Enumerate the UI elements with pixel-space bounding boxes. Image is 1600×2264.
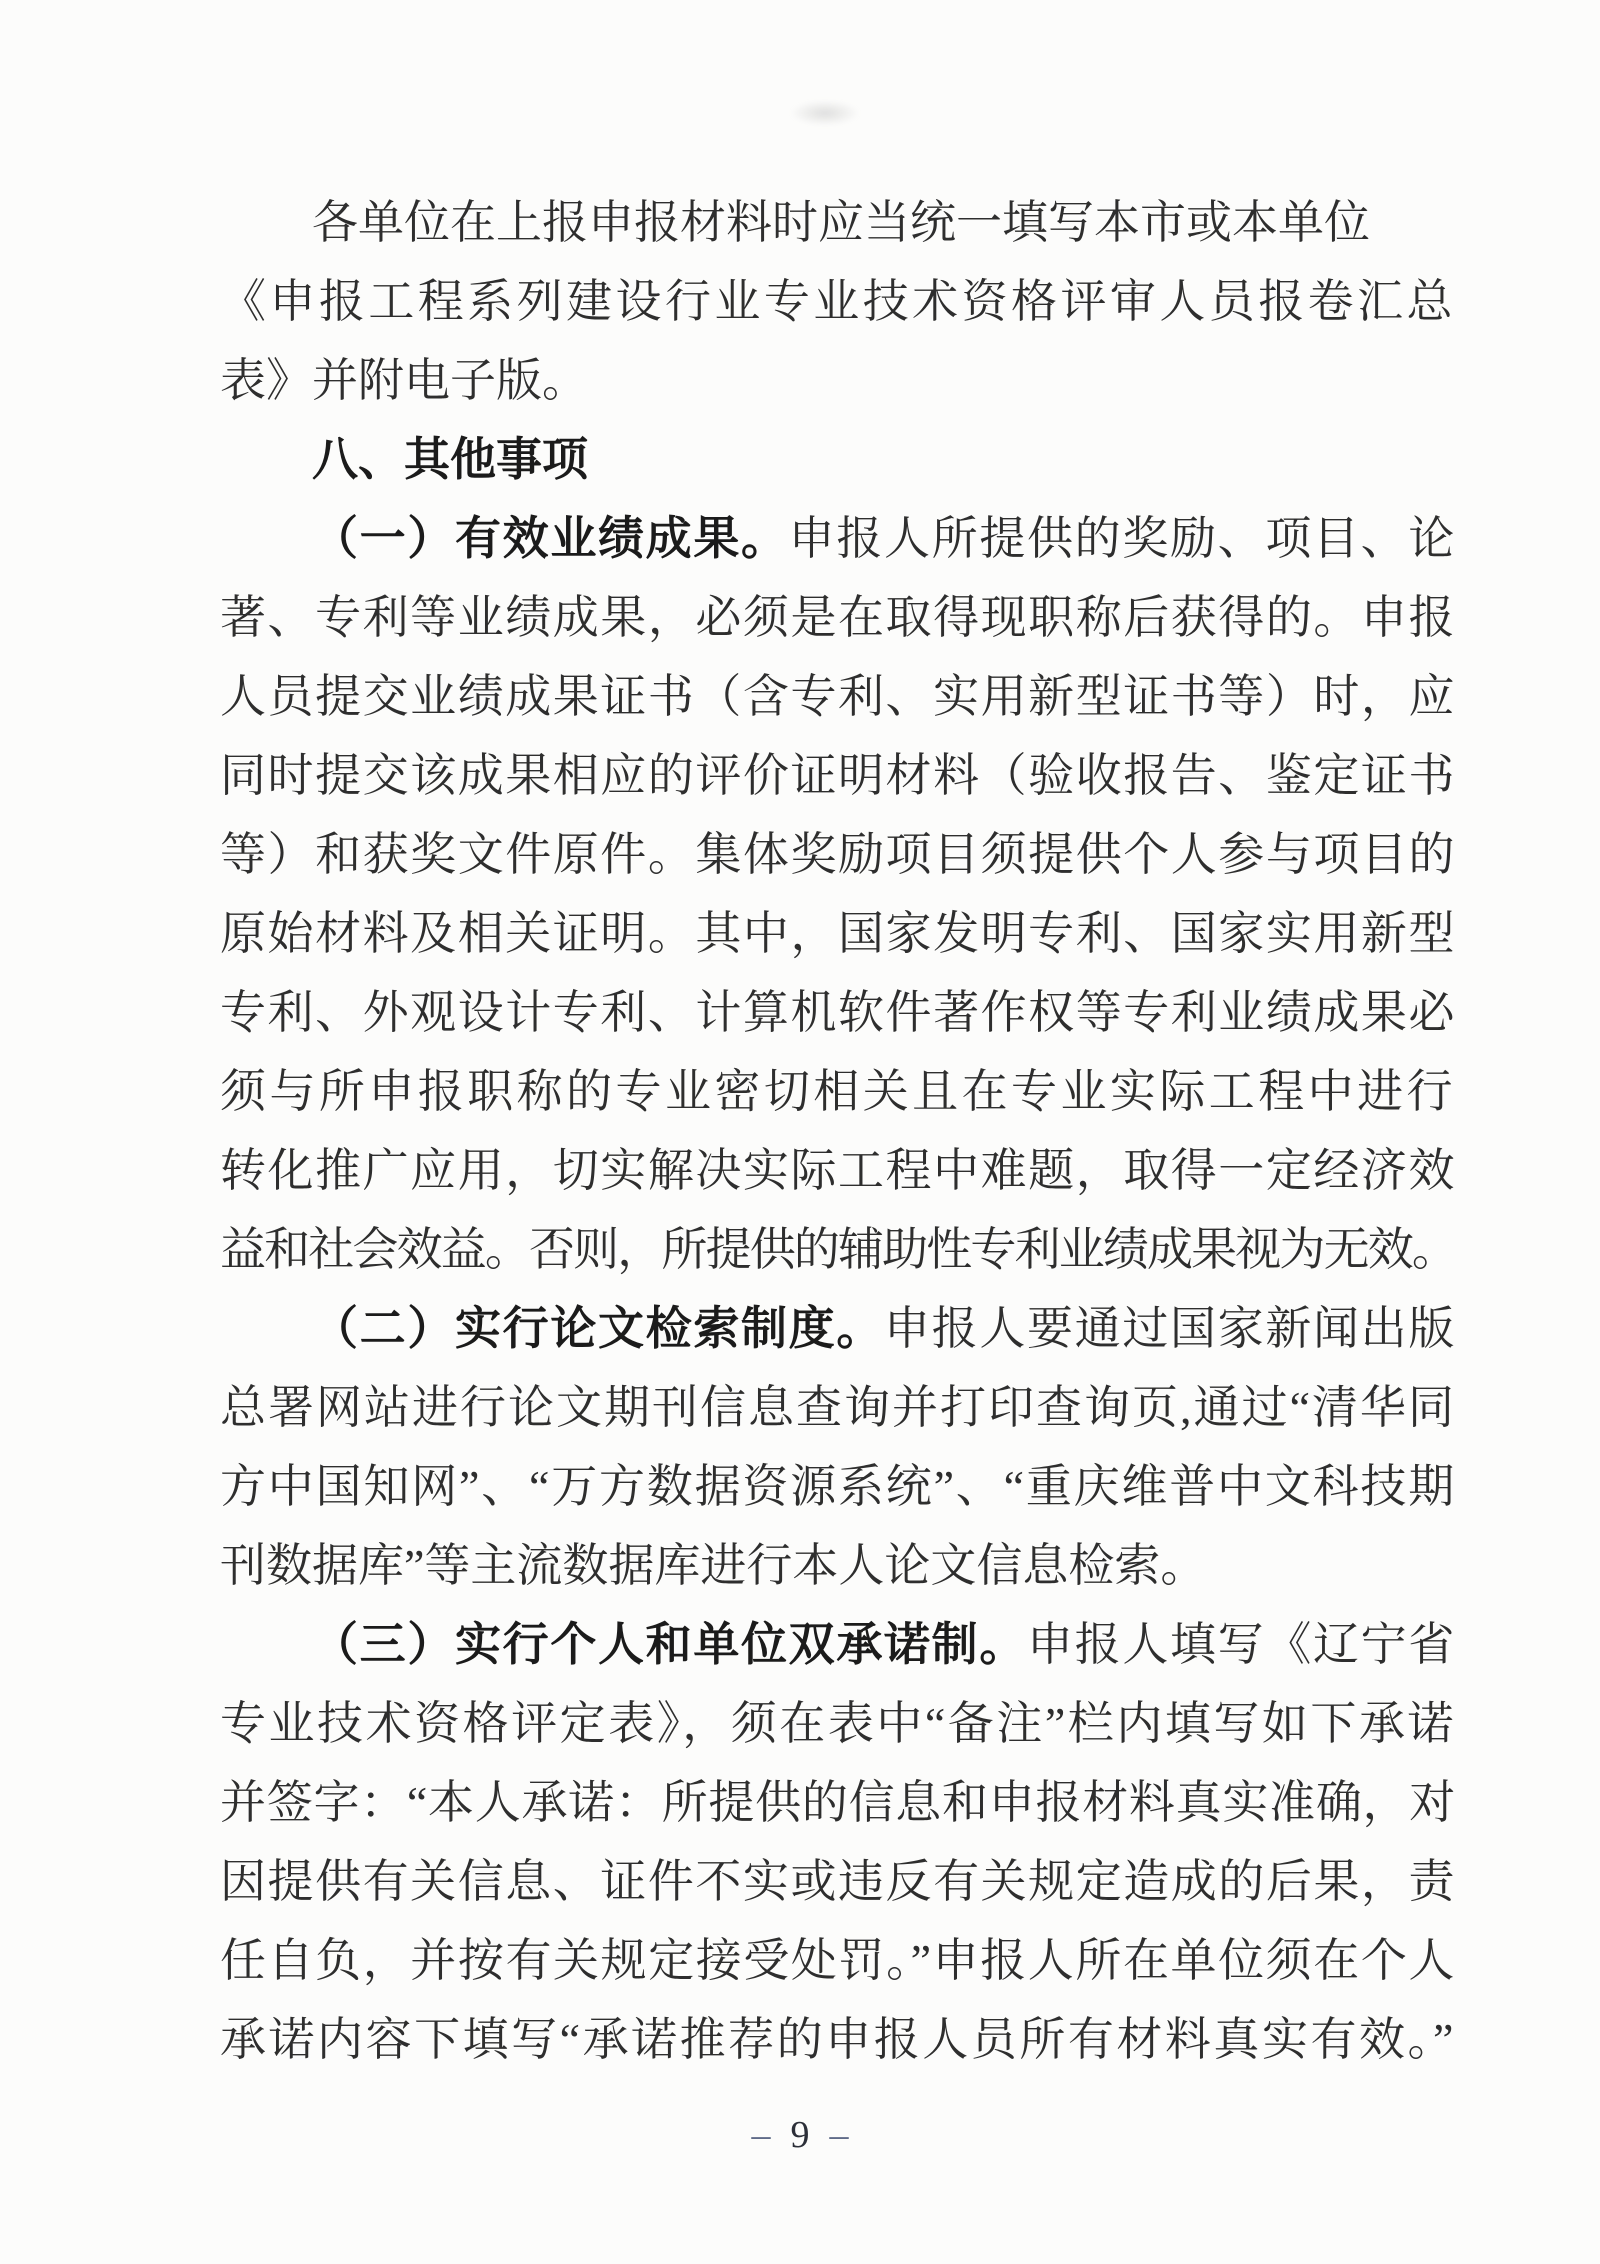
text-run-bold: （二）实行论文检索制度。	[312, 1302, 884, 1354]
text-line	[220, 1447, 1456, 1526]
page-number	[0, 2108, 1600, 2162]
text-line	[220, 815, 1456, 894]
text-run-bold: （三）实行个人和单位双承诺制。	[312, 1618, 1027, 1670]
text-line	[220, 1526, 1456, 1605]
text-line	[220, 1210, 1456, 1289]
paragraph-indent	[220, 1343, 312, 1344]
text-line	[220, 1684, 1456, 1763]
text-line	[220, 1842, 1456, 1921]
text-run: 《申报工程系列建设行业专业技术资格评审人员报卷汇总	[220, 276, 1456, 327]
text-line	[220, 2000, 1456, 2079]
text-line	[220, 499, 1456, 578]
text-line	[220, 657, 1456, 736]
text-line	[220, 578, 1456, 657]
text-run: 等）和获奖文件原件。集体奖励项目须提供个人参与项目的	[220, 829, 1456, 880]
paragraph-indent	[220, 237, 312, 238]
text-line	[220, 1763, 1456, 1842]
text-line	[220, 1605, 1456, 1684]
text-run: 须与所申报职称的专业密切相关且在专业实际工程中进行	[220, 1066, 1456, 1117]
text-run: 益和社会效益。否则，所提供的辅助性专利业绩成果视为无效。	[220, 1224, 1457, 1275]
text-line	[220, 736, 1456, 815]
text-run: 申报人所提供的奖励、项目、论	[788, 513, 1457, 564]
text-line	[220, 894, 1456, 973]
text-run: 各单位在上报申报材料时应当统一填写本市或本单位	[312, 197, 1370, 248]
text-run: 著、专利等业绩成果，必须是在取得现职称后获得的。申报	[220, 592, 1456, 643]
text-line	[220, 1052, 1456, 1131]
text-run: 原始材料及相关证明。其中，国家发明专利、国家实用新型	[220, 908, 1456, 959]
text-run: 任自负，并按有关规定接受处罚。”申报人所在单位须在个人	[220, 1935, 1456, 1986]
text-run: 方中国知网”、“万方数据资源系统”、“重庆维普中文科技期	[220, 1461, 1456, 1512]
text-run: 转化推广应用，切实解决实际工程中难题，取得一定经济效	[220, 1145, 1456, 1196]
text-line	[220, 420, 1456, 499]
page-number-value: 9	[790, 2114, 810, 2156]
paragraph-indent	[220, 474, 312, 475]
text-line	[220, 1921, 1456, 2000]
text-run: 人员提交业绩成果证书（含专利、实用新型证书等）时，应	[220, 671, 1456, 722]
text-line	[220, 262, 1456, 341]
text-line	[220, 1131, 1456, 1210]
text-run-bold: （一）有效业绩成果。	[312, 512, 789, 564]
text-run-bold: 八、其他事项	[312, 433, 588, 485]
text-run: 并签字：“本人承诺：所提供的信息和申报材料真实准确，对	[220, 1777, 1456, 1828]
text-run: 申报人要通过国家新闻出版	[884, 1303, 1456, 1354]
text-line	[220, 341, 1456, 420]
page-number-dash-left: –	[751, 2114, 771, 2156]
page-number-dash-right: –	[829, 2114, 849, 2156]
text-run: 承诺内容下填写“承诺推荐的申报人员所有材料真实有效。”	[220, 2014, 1456, 2065]
text-run: 因提供有关信息、证件不实或违反有关规定造成的后果，责	[220, 1856, 1456, 1907]
text-run: 刊数据库”等主流数据库进行本人论文信息检索。	[220, 1540, 1207, 1591]
paragraph-indent	[220, 553, 312, 554]
text-line	[220, 1289, 1456, 1368]
text-line	[220, 1368, 1456, 1447]
text-run: 申报人填写《辽宁省	[1027, 1619, 1456, 1670]
paragraph-indent	[220, 1659, 312, 1660]
text-run: 专业技术资格评定表》，须在表中“备注”栏内填写如下承诺	[220, 1698, 1456, 1749]
text-line	[220, 973, 1456, 1052]
text-run: 专利、外观设计专利、计算机软件著作权等专利业绩成果必	[220, 987, 1456, 1038]
text-run: 同时提交该成果相应的评价证明材料（验收报告、鉴定证书	[220, 750, 1456, 801]
text-run: 总署网站进行论文期刊信息查询并打印查询页,通过“清华同	[220, 1382, 1456, 1433]
text-line	[220, 183, 1456, 262]
document-body	[220, 183, 1456, 2079]
text-run: 表》并附电子版。	[220, 355, 588, 406]
scan-artifact	[790, 100, 860, 126]
